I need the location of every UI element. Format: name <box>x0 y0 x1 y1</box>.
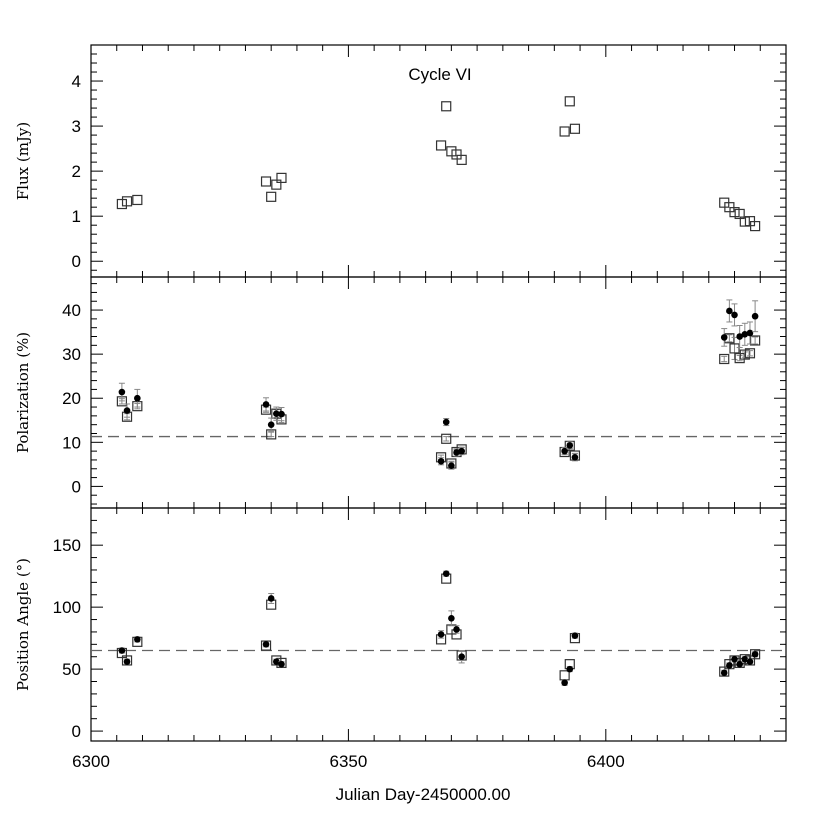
data-point-square <box>560 671 569 680</box>
y-tick-label: 100 <box>52 598 81 618</box>
data-point-square <box>457 155 466 164</box>
data-point-square <box>123 197 132 206</box>
data-point-circle <box>134 395 141 402</box>
y-tick-label: 0 <box>71 477 81 497</box>
data-point-circle <box>566 666 573 673</box>
panel-3 <box>14 508 786 741</box>
y-tick-label: 20 <box>62 389 81 409</box>
data-point-circle <box>453 626 460 633</box>
data-point-square <box>560 127 569 136</box>
data-point-circle <box>134 636 141 643</box>
y-tick-label: 40 <box>62 301 81 321</box>
data-point-circle <box>124 658 131 665</box>
plot-area <box>14 45 786 771</box>
x-tick-label: 6400 <box>586 752 625 771</box>
data-point-circle <box>443 570 450 577</box>
y-axis-title: Position Angle (°) <box>14 557 32 692</box>
y-tick-label: 4 <box>71 72 81 92</box>
data-point-circle <box>561 679 568 686</box>
data-point-circle <box>119 389 126 396</box>
data-point-circle <box>458 653 465 660</box>
x-axis-title: Julian Day-2450000.00 <box>335 785 511 804</box>
y-tick-label: 3 <box>71 117 81 137</box>
data-point-circle <box>572 454 579 461</box>
panel-2 <box>14 277 786 508</box>
data-point-circle <box>721 670 728 677</box>
y-tick-label: 0 <box>71 722 81 742</box>
data-point-circle <box>721 334 728 341</box>
data-point-circle <box>278 661 285 668</box>
data-point-square <box>751 222 760 231</box>
data-point-circle <box>438 631 445 638</box>
data-point-circle <box>752 651 759 658</box>
data-point-circle <box>438 458 445 465</box>
y-tick-label: 0 <box>71 252 81 272</box>
data-point-circle <box>268 421 275 428</box>
data-point-square <box>745 349 754 358</box>
data-point-circle <box>443 419 450 426</box>
x-tick-labels <box>72 752 625 771</box>
panel-frame <box>91 508 786 741</box>
y-tick-label: 2 <box>71 162 81 182</box>
data-point-circle <box>119 647 126 654</box>
y-tick-label: 10 <box>62 433 81 453</box>
data-point-square <box>730 344 739 353</box>
data-point-square <box>570 124 579 133</box>
data-point-circle <box>726 662 733 669</box>
series-open-square <box>117 97 759 231</box>
data-point-circle <box>263 641 270 648</box>
data-point-circle <box>124 407 131 414</box>
data-point-square <box>267 192 276 201</box>
data-point-circle <box>278 411 285 418</box>
data-point-square <box>277 173 286 182</box>
series-filled-circle <box>119 570 759 686</box>
data-point-square <box>262 177 271 186</box>
data-point-square <box>565 97 574 106</box>
y-axis-title: Polarization (%) <box>14 331 32 454</box>
y-axis-title: Flux (mJy) <box>14 121 32 201</box>
data-point-circle <box>268 595 275 602</box>
data-point-square <box>720 354 729 363</box>
series-open-square <box>117 574 759 680</box>
y-tick-label: 50 <box>62 660 81 680</box>
data-point-circle <box>448 615 455 622</box>
panel-1 <box>14 45 786 277</box>
x-tick-label: 6300 <box>72 752 110 771</box>
data-point-circle <box>263 401 270 408</box>
data-point-circle <box>752 313 759 320</box>
data-point-circle <box>458 448 465 455</box>
data-point-circle <box>572 632 579 639</box>
data-point-circle <box>448 462 455 469</box>
data-point-square <box>133 195 142 204</box>
cycle-annotation: Cycle VI <box>408 65 472 84</box>
series-filled-circle <box>119 300 759 469</box>
data-point-square <box>437 141 446 150</box>
series-open-square <box>117 334 759 468</box>
data-point-circle <box>731 312 738 319</box>
x-tick-label: 6350 <box>329 752 368 771</box>
data-point-circle <box>747 658 754 665</box>
y-tick-label: 1 <box>71 207 81 227</box>
data-point-circle <box>747 330 754 337</box>
panel-frame <box>91 277 786 508</box>
data-point-circle <box>566 442 573 449</box>
data-point-square <box>442 102 451 111</box>
data-point-square <box>442 434 451 443</box>
y-tick-label: 30 <box>62 345 81 365</box>
y-tick-label: 150 <box>52 536 81 556</box>
